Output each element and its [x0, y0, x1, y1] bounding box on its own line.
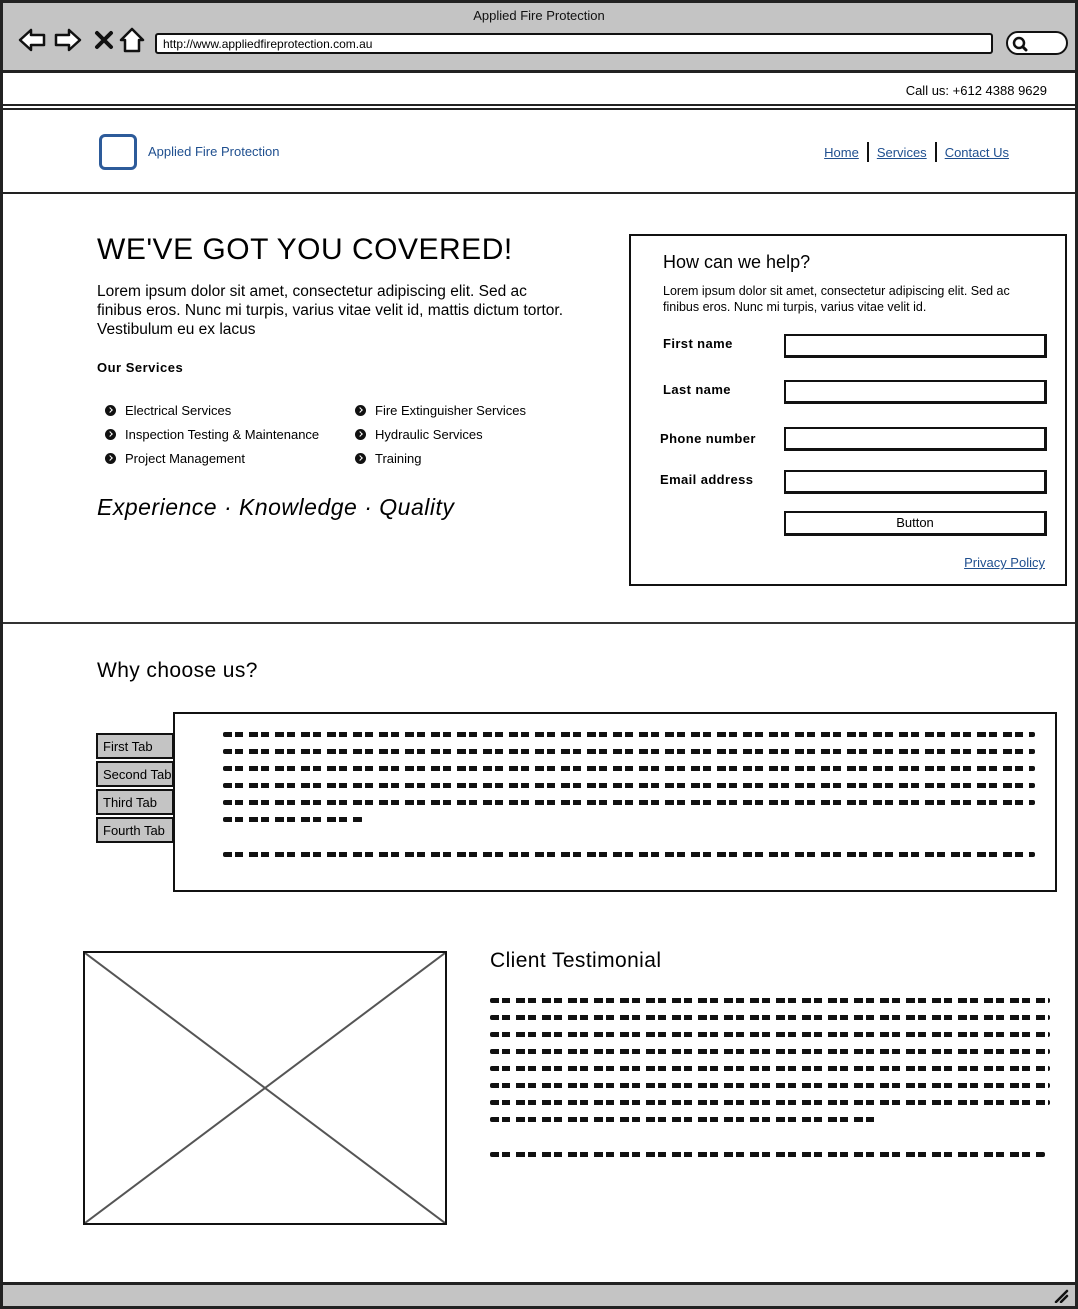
placeholder-text-line: [490, 1032, 1050, 1037]
browser-chrome: [3, 3, 1075, 73]
placeholder-text-line: [490, 1049, 1050, 1054]
chevron-circle-icon: [355, 453, 366, 464]
placeholder-text-line: [223, 732, 1035, 737]
placeholder-text-line: [223, 800, 1035, 805]
nav-home-link[interactable]: Home: [824, 144, 859, 160]
chevron-circle-icon: [105, 429, 116, 440]
service-label: Hydraulic Services: [375, 427, 483, 442]
services-heading: Our Services: [97, 360, 184, 375]
testimonial-heading: Client Testimonial: [490, 949, 662, 972]
back-arrow-icon[interactable]: [17, 25, 47, 55]
url-bar[interactable]: http://www.appliedfireprotection.com.au: [155, 33, 993, 54]
service-item[interactable]: [105, 451, 245, 466]
main-nav: [816, 142, 1017, 162]
forward-arrow-icon[interactable]: [53, 25, 83, 55]
service-item[interactable]: [355, 427, 483, 442]
first-name-label: First name: [663, 336, 733, 351]
hero-title: WE'VE GOT YOU COVERED!: [97, 233, 513, 266]
phone-field[interactable]: [784, 427, 1047, 451]
top-bar: [3, 76, 1075, 106]
service-label: Training: [375, 451, 422, 466]
contact-form: [629, 234, 1067, 586]
logo-icon[interactable]: [99, 134, 137, 170]
placeholder-text-line: [223, 783, 1035, 788]
window-title: Applied Fire Protection: [473, 8, 605, 23]
call-us-text: Call us: +612 4388 9629: [905, 83, 1047, 98]
chevron-circle-icon: [105, 453, 116, 464]
image-placeholder-icon: [85, 953, 445, 1223]
search-icon: [1012, 36, 1028, 52]
service-label: Fire Extinguisher Services: [375, 403, 526, 418]
email-field[interactable]: [784, 470, 1047, 494]
form-text: Lorem ipsum dolor sit amet, consectetur adipiscing elit. Sed ac finibus eros. Nunc mi turpis, varius vitae velit id.: [663, 284, 1010, 314]
placeholder-text-line: [490, 1083, 1050, 1088]
tab-panel: [173, 712, 1057, 892]
last-name-field[interactable]: [784, 380, 1047, 404]
service-item[interactable]: [105, 403, 231, 418]
service-label: Project Management: [125, 451, 245, 466]
placeholder-text-line: [490, 1066, 1050, 1071]
tab-second[interactable]: Second Tab: [96, 761, 174, 787]
service-label: Electrical Services: [125, 403, 232, 418]
last-name-label: Last name: [663, 382, 731, 397]
why-heading: Why choose us?: [97, 659, 258, 682]
nav-services-link[interactable]: Services: [876, 144, 927, 160]
status-bar: [3, 1282, 1075, 1306]
hero-text: Lorem ipsum dolor sit amet, consectetur adipiscing elit. Sed ac finibus eros. Nunc mi turpis, varius vitae velit id, mattis dictum tortor. Vestibulum eu ex lacus: [97, 283, 564, 338]
chevron-circle-icon: [105, 405, 116, 416]
privacy-policy-link[interactable]: Privacy Policy: [964, 555, 1045, 570]
tab-fourth[interactable]: Fourth Tab: [96, 817, 174, 843]
image-placeholder: [83, 951, 447, 1225]
browser-search[interactable]: [1006, 31, 1068, 55]
nav-contact-link[interactable]: Contact Us: [944, 144, 1009, 160]
site-header: [3, 108, 1075, 194]
placeholder-text-line: [223, 852, 1035, 857]
chevron-circle-icon: [355, 429, 366, 440]
email-label: Email address: [660, 472, 754, 487]
close-x-icon[interactable]: [89, 25, 119, 55]
placeholder-text-line: [490, 998, 1050, 1003]
placeholder-text-line: [490, 1117, 876, 1122]
tagline: Experience · Knowledge · Quality: [97, 494, 455, 520]
service-item[interactable]: [355, 403, 526, 418]
tab-first[interactable]: First Tab: [96, 733, 174, 759]
placeholder-text-line: [490, 1152, 1045, 1157]
phone-label: Phone number: [660, 431, 756, 446]
first-name-field[interactable]: [784, 334, 1047, 358]
submit-button[interactable]: Button: [784, 511, 1047, 536]
resize-grip-icon[interactable]: [1053, 1289, 1069, 1303]
brand-name[interactable]: Applied Fire Protection: [148, 144, 280, 159]
placeholder-text-line: [490, 1100, 1050, 1105]
service-item[interactable]: [105, 427, 319, 442]
placeholder-text-line: [223, 766, 1035, 771]
tab-third[interactable]: Third Tab: [96, 789, 174, 815]
form-heading: How can we help?: [663, 252, 811, 272]
home-icon[interactable]: [117, 25, 147, 55]
placeholder-text-line: [223, 817, 363, 822]
placeholder-text-line: [223, 749, 1035, 754]
placeholder-text-line: [490, 1015, 1050, 1020]
service-item[interactable]: [355, 451, 421, 466]
chevron-circle-icon: [355, 405, 366, 416]
service-label: Inspection Testing & Maintenance: [125, 427, 320, 442]
section-divider: [3, 622, 1075, 624]
